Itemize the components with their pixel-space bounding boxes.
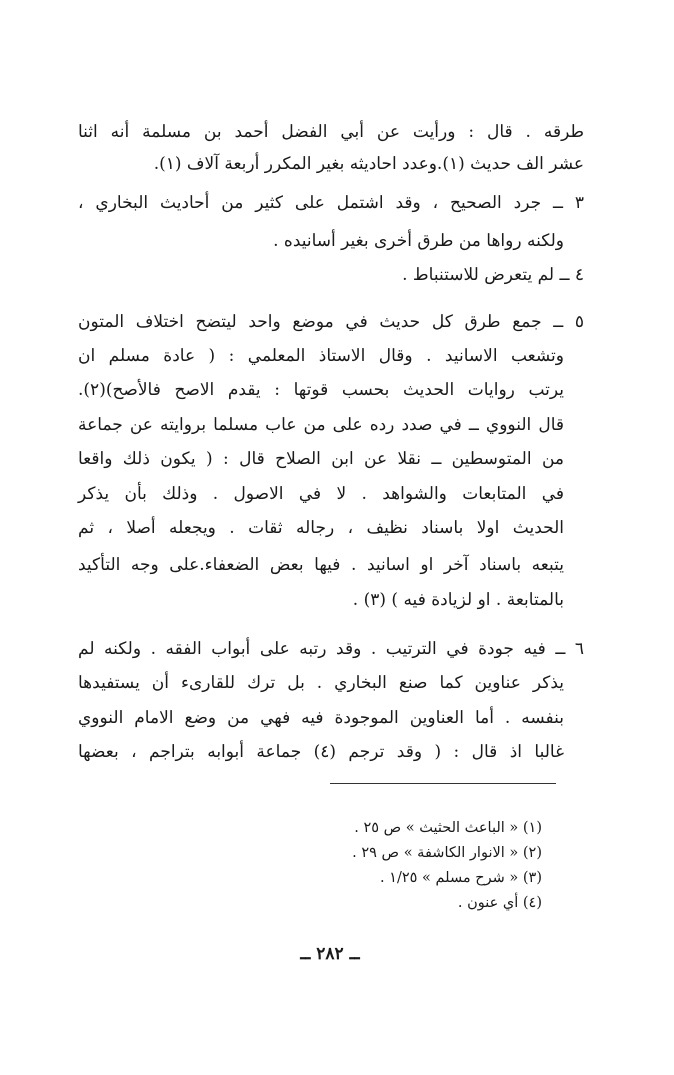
body-line: ٦ ــ فيه جودة في الترتيب . وقد رتبه على أبواب الفقه . ولكنه لم [78, 639, 584, 659]
body-line: وتشعب الاسانيد . وقال الاستاذ المعلمي : ( عادة مسلم ان [78, 346, 564, 366]
body-line: الحديث اولا باسناد نظيف ، رجاله ثقات . ويجعله أصلا ، ثم [78, 518, 564, 538]
body-line: طرقه . قال : ورأيت عن أبي الفضل أحمد بن مسلمة أنه اثنا [78, 122, 584, 142]
body-line: يرتب روايات الحديث بحسب قوتها : يقدم الاصح فالأصح)(٢). [78, 380, 564, 400]
body-line: ولكنه رواها من طرق أخرى بغير أسانيده . [273, 231, 564, 251]
footnote: (٤) أي عنون . [457, 895, 542, 911]
footnote: (٣) « شرح مسلم » ١/٢٥ . [379, 870, 542, 886]
footnote: (٢) « الانوار الكاشفة » ص ٢٩ . [352, 845, 542, 861]
body-line: غالبا اذ قال : ( وقد ترجم (٤) جماعة أبوابه بتراجم ، بعضها [78, 742, 564, 762]
page-number: ــ ٢٨٢ ــ [300, 944, 360, 964]
body-line: في المتابعات والشواهد . لا في الاصول . وذلك بأن يذكر [78, 484, 564, 504]
body-line: من المتوسطين ــ نقلا عن ابن الصلاح قال : ( يكون ذلك واقعا [78, 449, 564, 469]
footnote: (١) « الباعث الحثيث » ص ٢٥ . [354, 820, 542, 836]
body-line: ٤ ــ لم يتعرض للاستنباط . [402, 265, 584, 285]
body-line: بالمتابعة . او لزيادة فيه ) (٣) . [352, 590, 564, 610]
body-line: ٥ ــ جمع طرق كل حديث في موضع واحد ليتضح اختلاف المتون [78, 312, 584, 332]
footnote-divider [330, 783, 556, 784]
body-line: يذكر عناوين كما صنع البخاري . بل ترك للقارىء أن يستفيدها [78, 673, 564, 693]
body-line: قال النووي ــ في صدد رده على من عاب مسلما بروايته عن جماعة [78, 415, 564, 435]
body-line: يتبعه باسناد آخر او اسانيد . فيها بعض الضعفاء.على وجه التأكيد [78, 555, 564, 575]
body-line: عشر الف حديث (١).وعدد احاديثه بغير المكرر أربعة آلاف (١). [153, 154, 584, 174]
body-line: ٣ ــ جرد الصحيح ، وقد اشتمل على كثير من أحاديث البخاري ، [78, 193, 584, 213]
body-line: بنفسه . أما العناوين الموجودة فيه فهي من وضع الامام النووي [78, 708, 564, 728]
